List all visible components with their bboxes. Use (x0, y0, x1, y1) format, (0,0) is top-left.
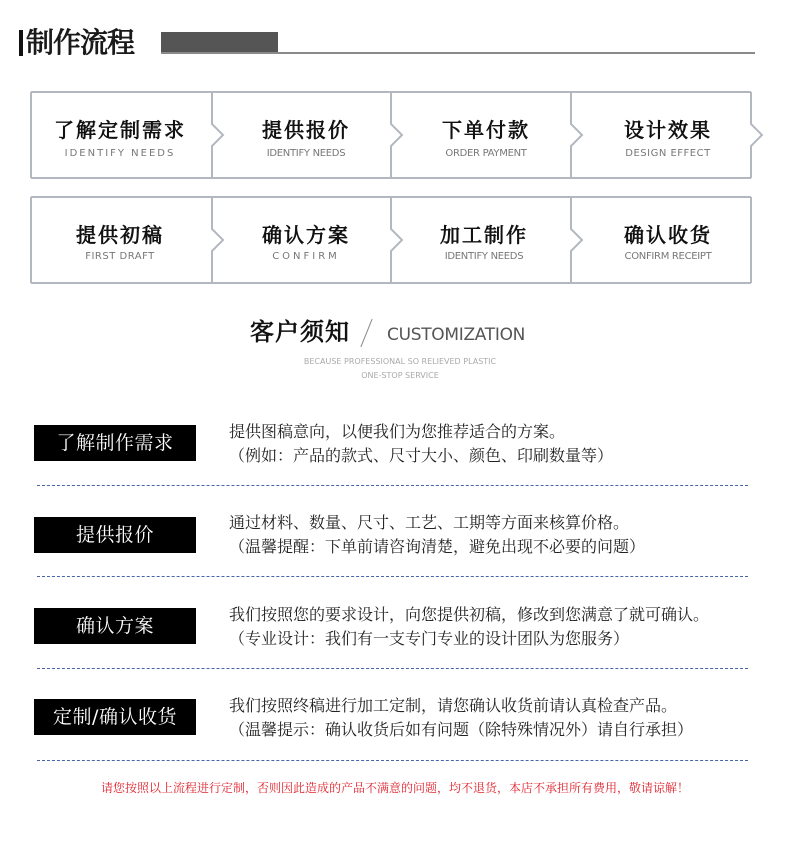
desc-line: 我们按照终稿进行加工定制，请您确认收货前请认真检查产品。 (229, 696, 678, 715)
notice-desc-confirm (229, 603, 709, 651)
step-subtitle: FIRST DRAFT (85, 251, 155, 262)
step-title: 了解定制需求 (54, 118, 186, 142)
step-subtitle: DESIGN EFFECT (625, 148, 711, 159)
dashed-divider (37, 668, 748, 669)
step-subtitle: CONFIRM RECEIPT (624, 251, 712, 262)
step-subtitle: ORDER PAYMENT (445, 148, 527, 159)
step-title: 确认方案 (262, 223, 350, 247)
desc-note: （温馨提示：确认收货后如有问题（除特殊情况外）请自行承担） (229, 720, 694, 739)
step-design-effect (578, 117, 758, 161)
desc-note: （温馨提醒：下单前请咨询清楚，避免出现不必要的问题） (229, 537, 646, 556)
desc-note: （专业设计：我们有一支专门专业的设计团队为您服务） (229, 629, 630, 648)
step-title: 提供初稿 (76, 223, 164, 247)
notice-subtitle-1: BECAUSE PROFESSIONAL SO RELIEVED PLASTIC (303, 357, 497, 366)
notice-desc-quote (229, 511, 645, 559)
step-quotation (216, 117, 396, 161)
step-confirm (216, 222, 396, 264)
notice-tag-receipt: 定制/确认收货 (34, 699, 196, 735)
step-order-payment (396, 117, 576, 161)
step-first-draft (30, 222, 210, 264)
notice-title-en: CUSTOMIZATION (387, 325, 526, 345)
notice-title: 客户须知 (250, 318, 350, 346)
step-title: 加工制作 (440, 223, 528, 247)
section-title-process: 制作流程 (26, 26, 135, 59)
dashed-divider (37, 485, 748, 486)
step-subtitle: CONFIRM (272, 251, 340, 262)
step-title: 设计效果 (624, 118, 712, 142)
dashed-divider (37, 576, 748, 577)
notice-subtitle-2: ONE-STOP SERVICE (361, 371, 439, 380)
footer-warning: 请您按照以上流程进行定制，否则因此造成的产品不满意的问题，均不退货，本店不承担所有费用，敬请谅解！ (100, 781, 689, 795)
notice-tag-confirm: 确认方案 (34, 608, 196, 644)
title-slash-divider (360, 319, 372, 347)
desc-line: 提供图稿意向，以便我们为您推荐适合的方案。 (229, 422, 566, 441)
step-title: 下单付款 (442, 118, 530, 142)
desc-line: 通过材料、数量、尺寸、工艺、工期等方面来核算价格。 (229, 513, 630, 532)
desc-line: 我们按照您的要求设计，向您提供初稿，修改到您满意了就可确认。 (229, 605, 710, 624)
step-identify-needs (30, 117, 210, 161)
notice-tag-quote: 提供报价 (34, 517, 196, 553)
step-title: 确认收货 (624, 223, 712, 247)
step-confirm-receipt (578, 222, 758, 264)
desc-note: （例如：产品的款式、尺寸大小、颜色、印刷数量等） (229, 446, 614, 465)
notice-tag-needs: 了解制作需求 (34, 425, 196, 461)
dashed-divider (37, 760, 748, 761)
step-subtitle: IDENTIFY NEEDS (64, 148, 176, 159)
step-title: 提供报价 (262, 118, 350, 142)
notice-desc-needs (229, 420, 613, 468)
notice-desc-receipt (229, 694, 693, 742)
step-subtitle: IDENTIFY NEEDS (444, 251, 524, 262)
step-processing (394, 222, 574, 264)
step-subtitle: IDENTIFY NEEDS (266, 148, 346, 159)
